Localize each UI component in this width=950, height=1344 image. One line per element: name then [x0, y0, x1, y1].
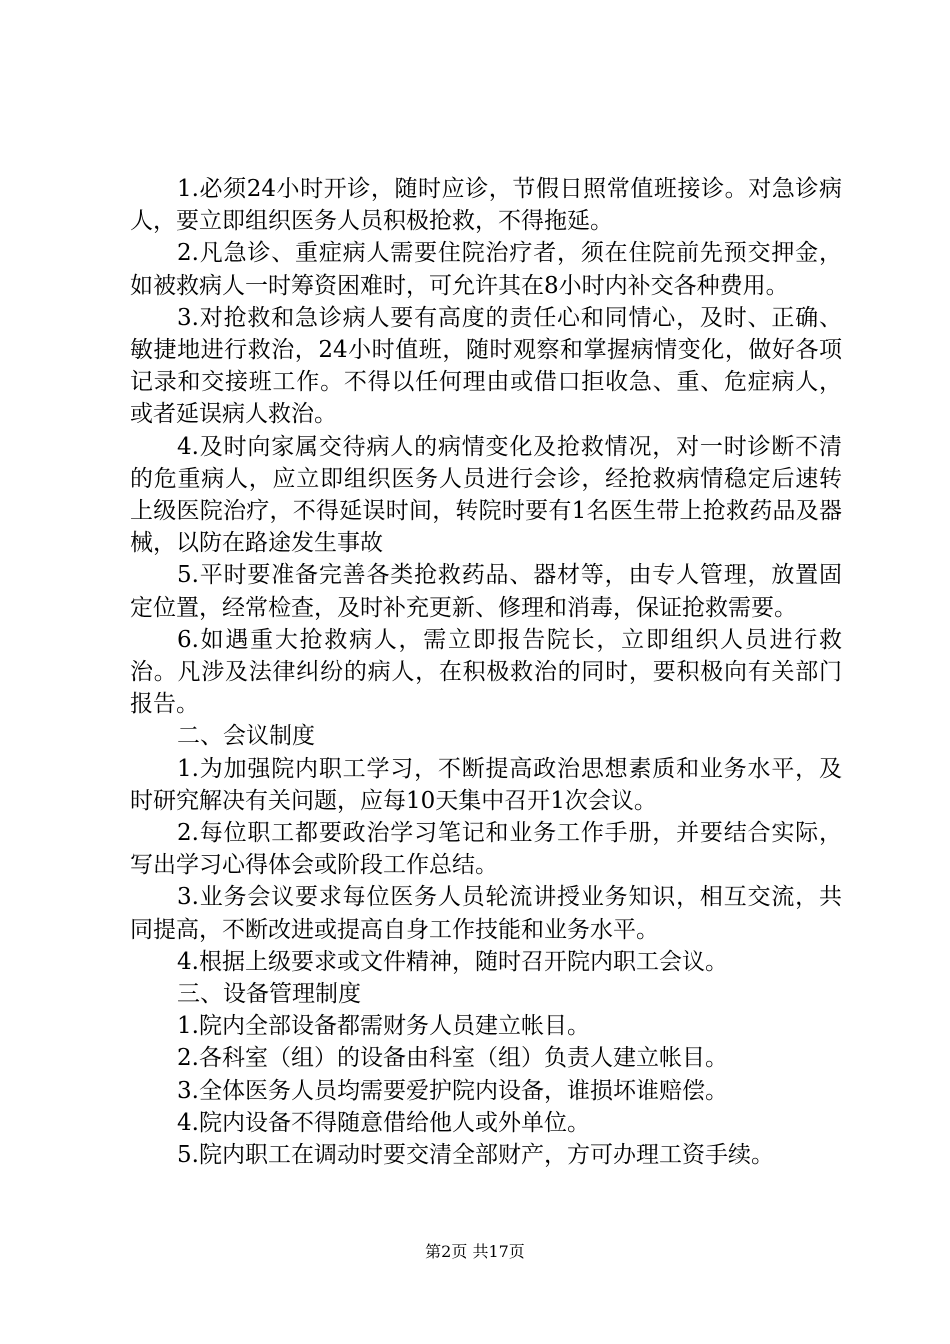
- rule-item-equipment-3: 3.全体医务人员均需要爱护院内设备，谁损坏谁赔偿。: [177, 1077, 728, 1104]
- rule-item-emergency-6: 6.如遇重大抢救病人，需立即报告院长，立即组织人员进行救治。凡涉及法律纠纷的病人，在积极救治的同时，要积极向有关部门报告。: [130, 626, 842, 718]
- section-heading-equipment: 三、设备管理制度: [177, 981, 361, 1008]
- page-footer: 第2页 共17页: [425, 1242, 525, 1261]
- rule-item-meeting-3: 3.业务会议要求每位医务人员轮流讲授业务知识，相互交流，共同提高，不断改进或提高自身工作技能和业务水平。: [130, 884, 842, 943]
- rule-item-equipment-2: 2.各科室（组）的设备由科室（组）负责人建立帐目。: [177, 1045, 728, 1072]
- rule-item-equipment-5: 5.院内职工在调动时要交清全部财产，方可办理工资手续。: [177, 1142, 774, 1169]
- document-body: [130, 173, 842, 1171]
- rule-item-emergency-2: 2.凡急诊、重症病人需要住院治疗者，须在住院前先预交押金，如被救病人一时筹资困难时，可允许其在8小时内补交各种费用。: [130, 240, 842, 299]
- rule-item-meeting-1: 1.为加强院内职工学习，不断提高政治思想素质和业务水平，及时研究解决有关问题，应每10天集中召开1次会议。: [130, 755, 842, 814]
- rule-item-emergency-1: 1.必须24小时开诊，随时应诊，节假日照常值班接诊。对急诊病人，要立即组织医务人员积极抢救，不得拖延。: [130, 176, 842, 235]
- rule-item-equipment-4: 4.院内设备不得随意借给他人或外单位。: [177, 1109, 590, 1136]
- rule-item-emergency-5: 5.平时要准备完善各类抢救药品、器材等，由专人管理，放置固定位置，经常检查，及时补充更新、修理和消毒，保证抢救需要。: [130, 562, 842, 621]
- rule-item-equipment-1: 1.院内全部设备都需财务人员建立帐目。: [177, 1013, 590, 1040]
- rule-item-meeting-4: 4.根据上级要求或文件精神，随时召开院内职工会议。: [177, 948, 728, 975]
- section-heading-meeting: 二、会议制度: [177, 723, 315, 750]
- rule-item-meeting-2: 2.每位职工都要政治学习笔记和业务工作手册，并要结合实际，写出学习心得体会或阶段工作总结。: [130, 820, 842, 879]
- rule-item-emergency-3: 3.对抢救和急诊病人要有高度的责任心和同情心，及时、正确、敏捷地进行救治，24小时值班，随时观察和掌握病情变化，做好各项记录和交接班工作。不得以任何理由或借口拒收急、重、危症病人，或者延误病人救治。: [130, 304, 842, 428]
- rule-item-emergency-4: 4.及时向家属交待病人的病情变化及抢救情况，对一时诊断不清的危重病人，应立即组织医务人员进行会诊，经抢救病情稳定后速转上级医院治疗，不得延误时间，转院时要有1名医生带上抢救药品及器械，以防在路途发生事故: [130, 433, 842, 557]
